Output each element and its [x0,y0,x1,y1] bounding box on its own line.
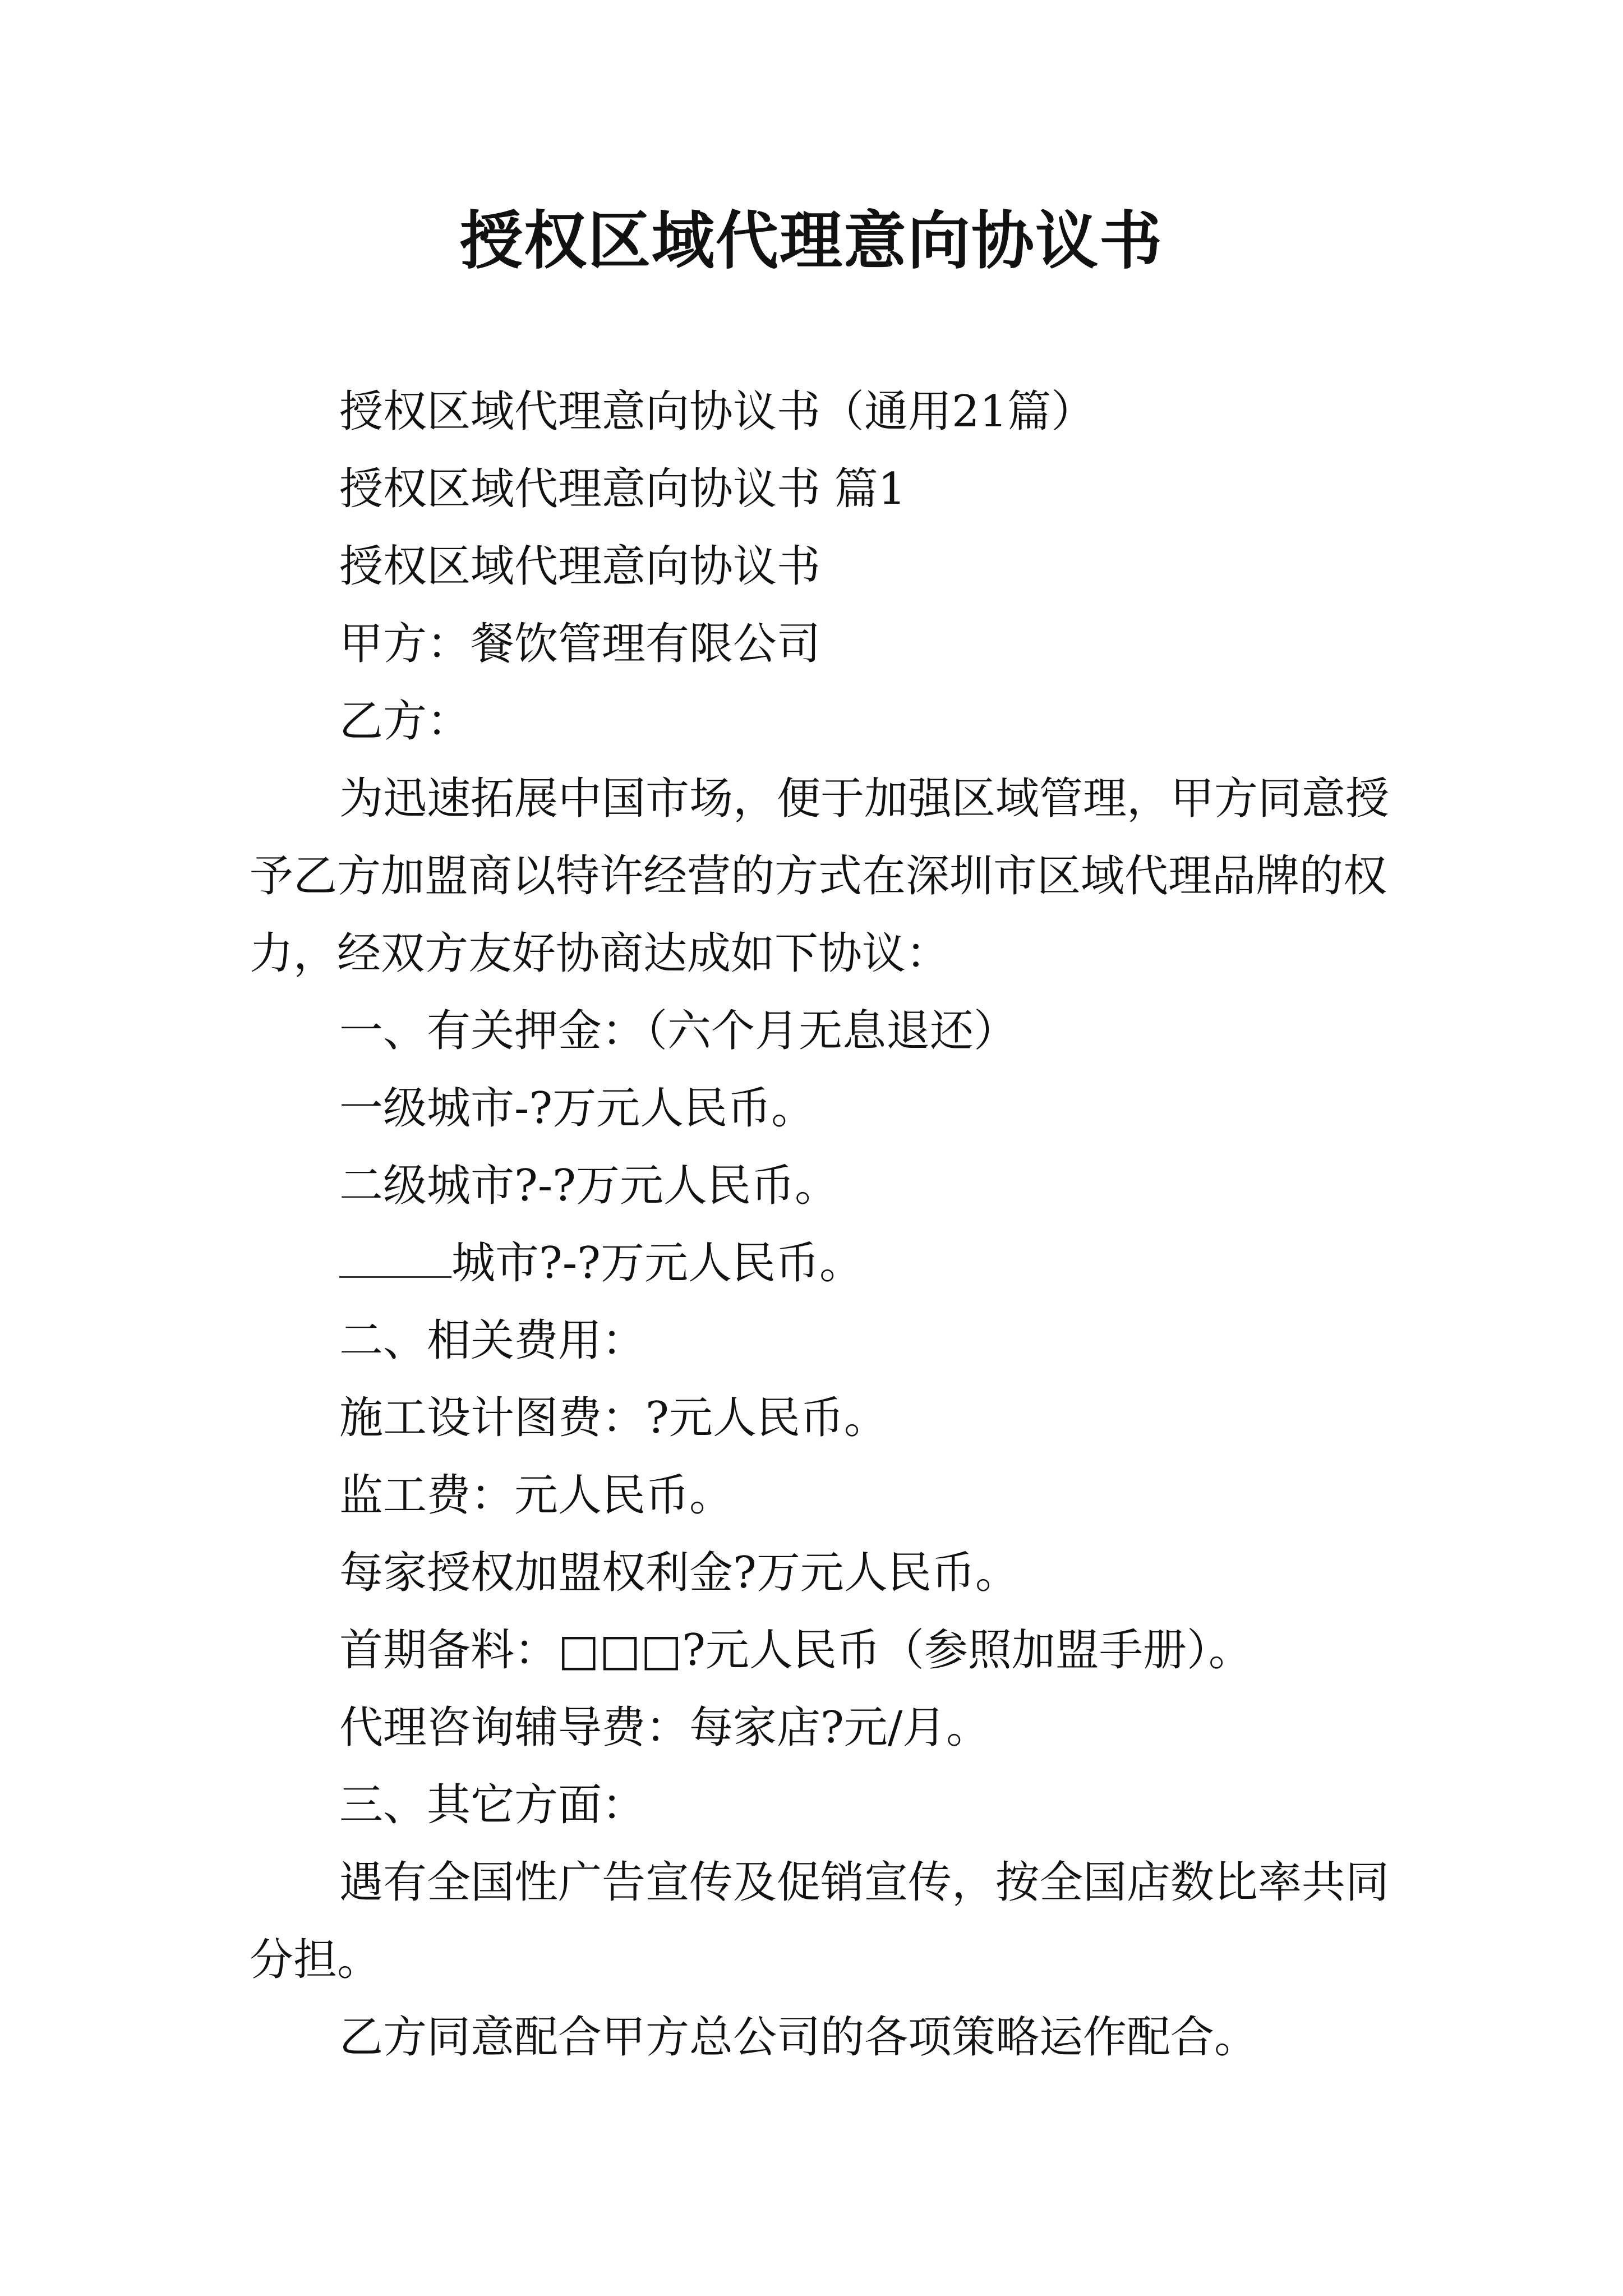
intro-paragraph: 为迅速拓展中国市场，便于加强区域管理，甲方同意授予乙方加盟商以特许经营的方式在深圳市区域代理品牌的权力，经双方友好协商达成如下协议： [250,774,1390,979]
party-b-line: 乙方： [339,696,471,747]
document-body [250,373,1394,2076]
deposit-tier3 [250,1225,1394,1302]
fee-supervision: 监工费：元人民币。 [339,1470,734,1521]
deposit-tier1: 一级城市-?万元人民币。 [339,1083,815,1134]
deposit-tier3-text: 城市?-?万元人民币。 [451,1238,863,1289]
document-title: 授权区域代理意向协议书 [460,204,1163,278]
other-advertising: 遇有全国性广告宣传及促销宣传，按全国店数比率共同分担。 [250,1857,1390,1985]
clause-heading-other: 三、其它方面： [339,1780,646,1830]
fill-in-blank [339,1243,451,1278]
clause-heading-fees: 二、相关费用： [339,1315,646,1366]
fee-design: 施工设计图费：?元人民币。 [339,1393,888,1443]
subtitle-paragraph: 授权区域代理意向协议书（通用21篇） [339,386,1095,437]
party-a-line: 甲方：餐饮管理有限公司 [339,619,821,669]
section-heading: 授权区域代理意向协议书 篇1 [339,464,906,514]
other-cooperation: 乙方同意配合甲方总公司的各项策略运作配合。 [339,2012,1258,2063]
deposit-tier2: 二级城市?-?万元人民币。 [339,1161,838,1211]
fee-consulting: 代理咨询辅导费：每家店?元/月。 [339,1703,990,1753]
fee-franchise: 每家授权加盟权利金?万元人民币。 [339,1548,1019,1598]
agreement-heading: 授权区域代理意向协议书 [339,541,821,592]
clause-heading-deposit: 一、有关押金：（六个月无息退还） [339,1006,1018,1056]
fee-initial-stock: 首期备料：□□□?元人民币（参照加盟手册）。 [339,1625,1252,1676]
